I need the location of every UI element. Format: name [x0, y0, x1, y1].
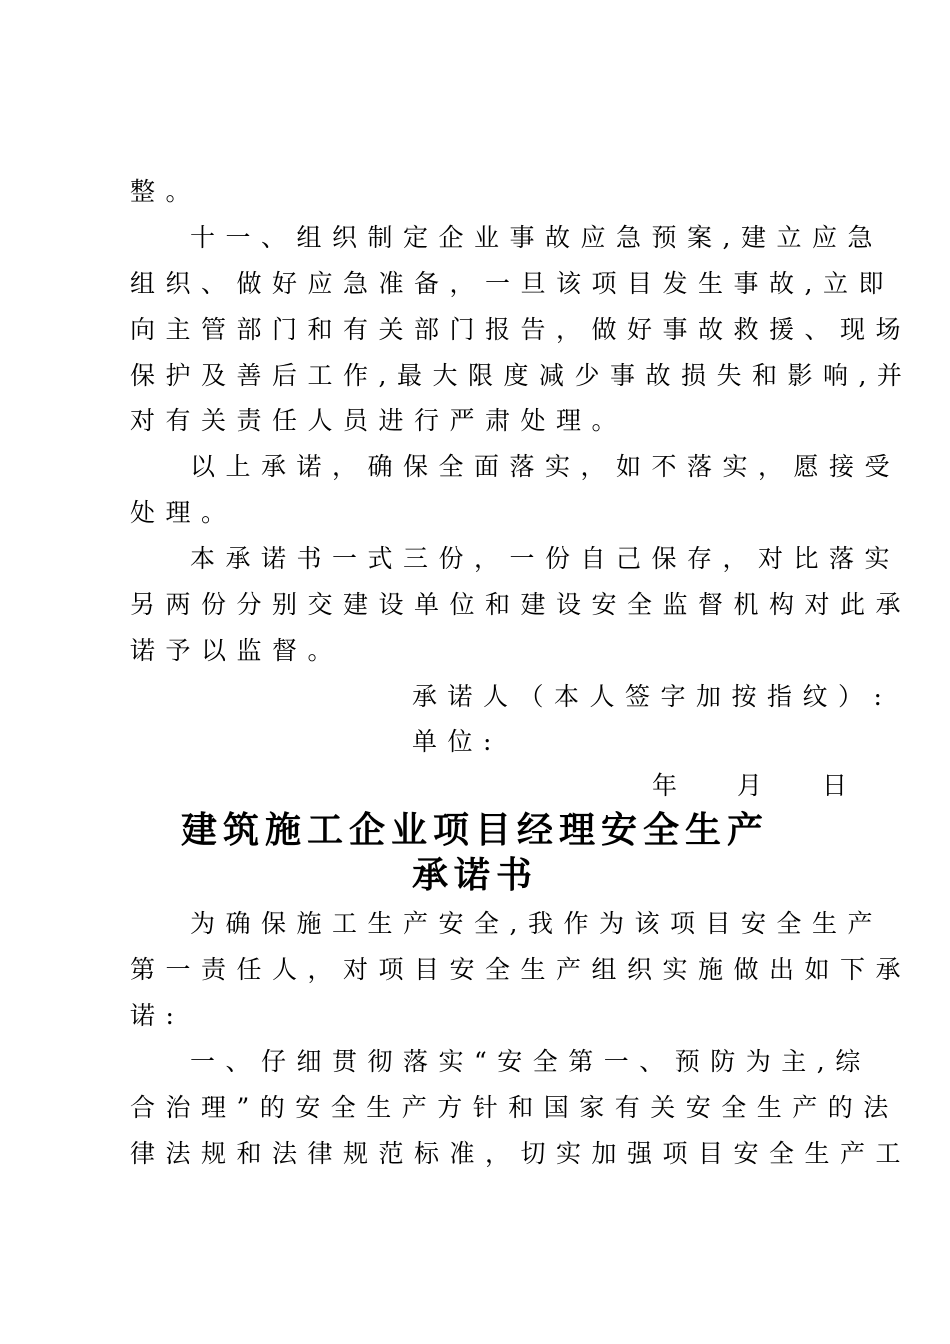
paragraph-line: 向主管部门和有关部门报告，做好事故救援、现场 — [130, 315, 912, 344]
paragraph-line: 诺: — [130, 1001, 185, 1030]
paragraph-line: 另两份分别交建设单位和建设安全监督机构对此承 — [130, 590, 912, 619]
paragraph-line: 处理。 — [130, 498, 237, 527]
date-year: 年 — [652, 771, 678, 800]
paragraph-line: 第一责任人，对项目安全生产组织实施做出如下承 — [130, 955, 912, 984]
paragraph-line: 以上承诺，确保全面落实，如不落实，愿接受 — [190, 452, 901, 481]
paragraph-line: 保护及善后工作,最大限度减少事故损失和影响,并 — [130, 361, 913, 390]
paragraph-line: 对有关责任人员进行严肃处理。 — [130, 406, 628, 435]
signature-promisor: 承诺人（本人签字加按指纹）: — [412, 682, 893, 711]
paragraph-line: 合治理”的安全生产方针和国家有关安全生产的法 — [130, 1093, 899, 1122]
paragraph-line: 一、仔细贯彻落实“安全第一、预防为主,综 — [190, 1047, 871, 1076]
paragraph-line: 十一、组织制定企业事故应急预案,建立应急 — [190, 223, 883, 252]
signature-date — [640, 763, 847, 809]
date-month: 月 — [736, 771, 762, 800]
paragraph-line: 本承诺书一式三份，一份自己保存，对比落实 — [190, 544, 901, 573]
paragraph-line: 律法规和法律规范标准，切实加强项目安全生产工 — [130, 1139, 912, 1168]
paragraph-line: 组织、做好应急准备，一旦该项目发生事故,立即 — [130, 269, 894, 298]
document-title: 建筑施工企业项目经理安全生产 — [180, 809, 769, 851]
paragraph-line: 整。 — [130, 177, 202, 206]
document-title-line2: 承诺书 — [411, 854, 538, 896]
paragraph-line: 为确保施工生产安全,我作为该项目安全生产 — [190, 909, 883, 938]
signature-unit: 单位: — [412, 727, 502, 756]
paragraph-line: 诺予以监督。 — [130, 636, 344, 665]
date-day: 日 — [821, 771, 847, 800]
